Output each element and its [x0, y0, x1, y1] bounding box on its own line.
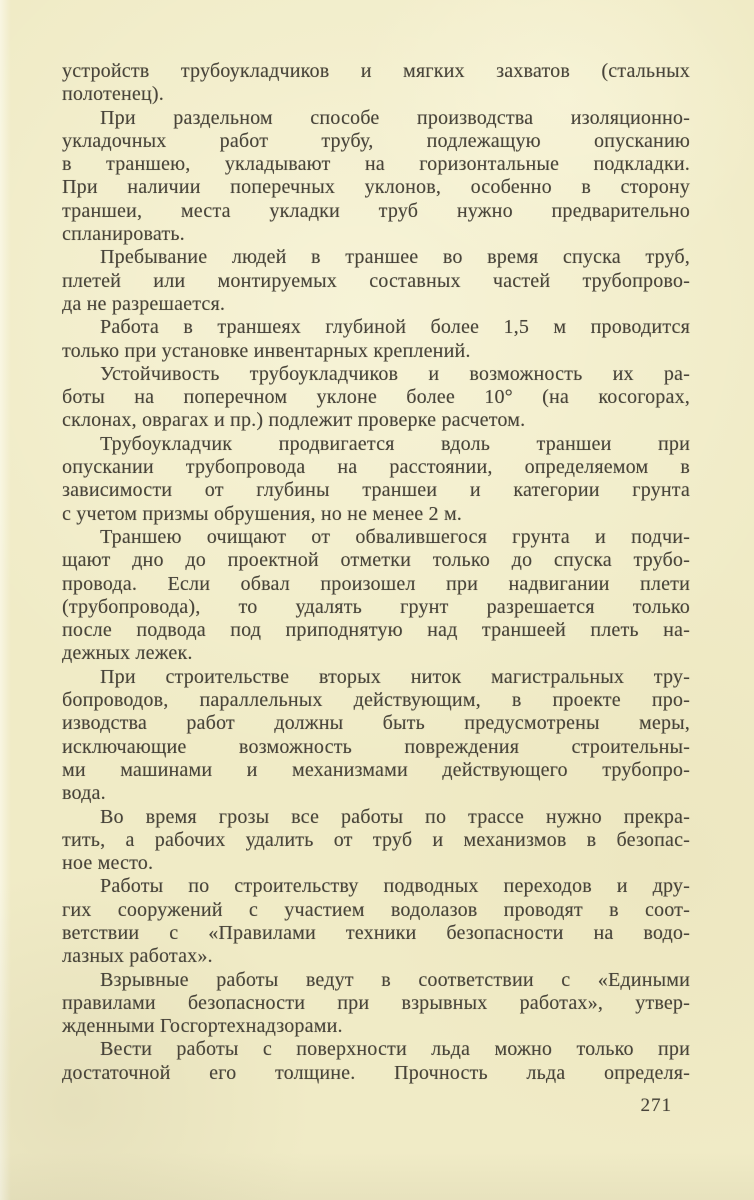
text-line: с учетом призмы обрушения, но не менее 2 м. — [62, 502, 463, 525]
text-line: лазных работах». — [62, 945, 213, 968]
text-line: опускании трубопровода на расстоянии, определяемом в — [62, 456, 690, 479]
text-line: изводства работ должны быть предусмотрены меры, — [62, 712, 690, 735]
text-line: да не разрешается. — [62, 292, 226, 315]
text-line: Работы по строительству подводных переходов и дру- — [100, 875, 690, 898]
text-line: Трубоукладчик продвигается вдоль траншеи при — [100, 432, 690, 455]
text-line: боты на поперечном уклоне более 10° (на косогорах, — [62, 386, 690, 409]
text-line: жденными Госгортехнадзорами. — [62, 1015, 343, 1038]
text-line: Во время грозы все работы по трассе нужно прекра- — [100, 805, 690, 828]
text-line: зависимости от глубины траншеи и категории грунта — [62, 479, 690, 502]
text-line: спланировать. — [62, 223, 185, 246]
text-line: При раздельном способе производства изоляционно- — [100, 106, 690, 129]
text-line: только при установке инвентарных креплений. — [62, 339, 471, 362]
text-line: гих сооружений с участием водолазов проводят в соот- — [62, 898, 690, 921]
page-number: 271 — [640, 1095, 672, 1116]
text-line: после подвода под приподнятую над траншеей плеть на- — [62, 619, 690, 642]
text-line: провода. Если обвал произошел при надвигании плети — [62, 572, 690, 595]
text-line: исключающие возможность повреждения строительны- — [62, 735, 690, 758]
text-line: укладочных работ трубу, подлежащую опусканию — [62, 129, 690, 152]
text-line: При наличии поперечных уклонов, особенно в сторону — [62, 176, 690, 199]
text-line: в траншею, укладывают на горизонтальные подкладки. — [62, 153, 690, 176]
text-line: склонах, оврагах и пр.) подлежит проверке расчетом. — [62, 409, 526, 432]
text-line: Пребывание людей в траншее во время спуска труб, — [100, 246, 690, 269]
text-line: устройств трубоукладчиков и мягких захватов (стальных — [62, 60, 690, 82]
text-line: Устойчивость трубоукладчиков и возможность их ра- — [100, 362, 690, 385]
text-line: (трубопровода), то удалять грунт разрешается только — [62, 595, 690, 618]
text-line: ное место. — [62, 852, 154, 875]
text-line: траншеи, места укладки труб нужно предварительно — [62, 199, 690, 222]
text-line: дежных лежек. — [62, 642, 193, 665]
text-line: достаточной его толщине. Прочность льда определя- — [62, 1061, 690, 1084]
text-line: вода. — [62, 782, 106, 805]
text-block — [62, 60, 690, 1085]
text-line: тить, а рабочих удалить от труб и механизмов в безопас- — [62, 828, 690, 851]
text-line: полотенец). — [62, 83, 164, 106]
text-line: щают дно до проектной отметки только до спуска трубо- — [62, 549, 690, 572]
text-line: Вести работы с поверхности льда можно только при — [100, 1038, 690, 1061]
text-line: Траншею очищают от обвалившегося грунта и подчи- — [100, 525, 690, 548]
text-line: бопроводов, параллельных действующим, в проекте про- — [62, 689, 690, 712]
text-line: Работа в траншеях глубиной более 1,5 м проводится — [100, 316, 690, 339]
text-line: При строительстве вторых ниток магистральных тру- — [100, 665, 690, 688]
text-line: ветствии с «Правилами техники безопасности на водо- — [62, 921, 690, 944]
text-line: ми машинами и механизмами действующего трубопро- — [62, 758, 690, 781]
text-line: плетей или монтируемых составных частей трубопрово- — [62, 269, 690, 292]
text-line: Взрывные работы ведут в соответствии с «Едиными — [100, 968, 690, 991]
text-line: правилами безопасности при взрывных работах», утвер- — [62, 991, 690, 1014]
